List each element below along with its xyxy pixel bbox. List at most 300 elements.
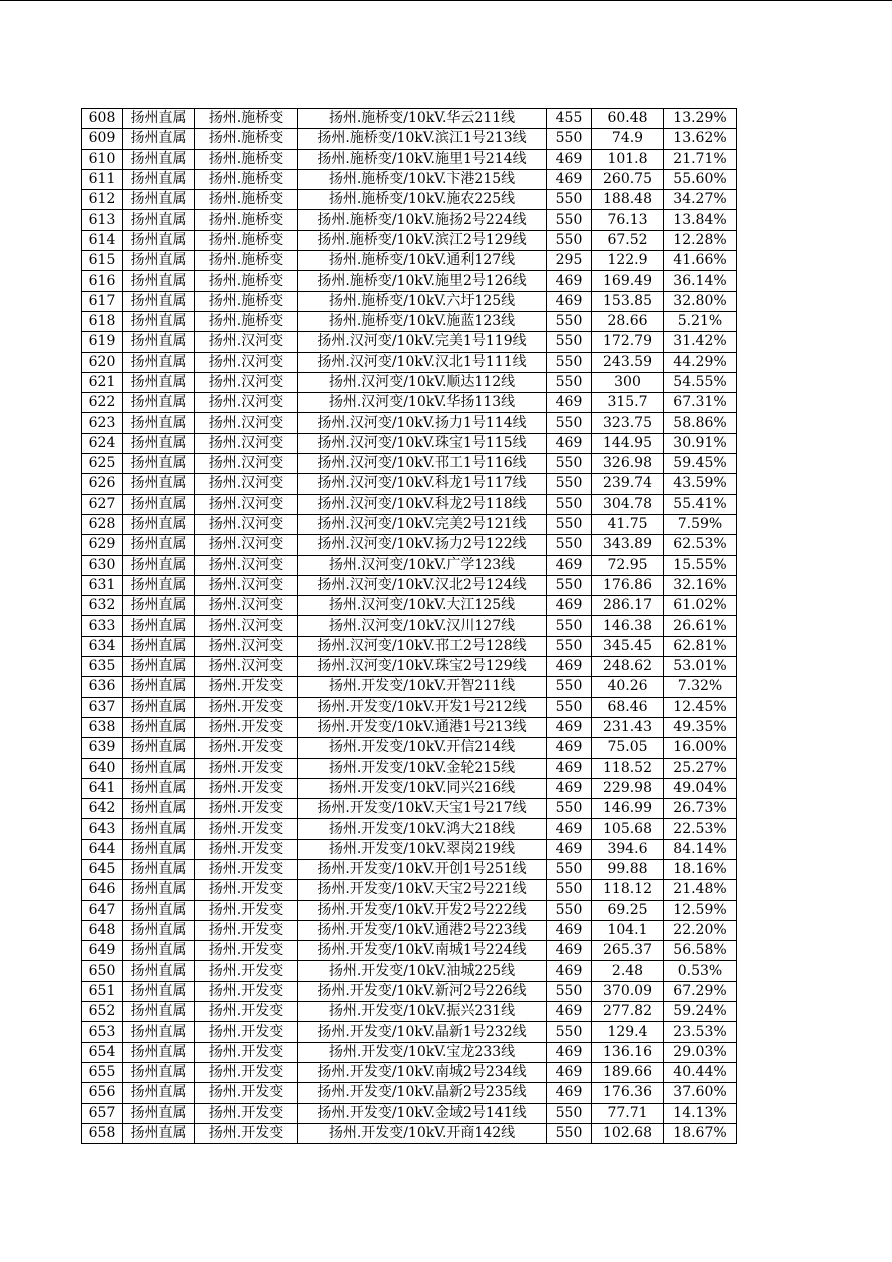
table-row xyxy=(82,697,737,717)
table-row xyxy=(82,717,737,737)
rated-capacity-cell: 469 xyxy=(547,596,592,616)
substation-cell: 扬州.开发变 xyxy=(195,1002,298,1022)
table-row xyxy=(82,738,737,758)
rated-capacity-cell: 550 xyxy=(547,1103,592,1123)
unit-cell: 扬州直属 xyxy=(123,514,195,534)
row-number-cell: 657 xyxy=(82,1103,123,1123)
substation-cell: 扬州.施桥变 xyxy=(195,109,298,129)
load-rate-cell: 22.53% xyxy=(664,819,737,839)
table-row xyxy=(82,291,737,311)
load-value-cell: 189.66 xyxy=(592,1062,664,1082)
unit-cell: 扬州直属 xyxy=(123,169,195,189)
substation-cell: 扬州.汉河变 xyxy=(195,616,298,636)
load-rate-cell: 54.55% xyxy=(664,372,737,392)
unit-cell: 扬州直属 xyxy=(123,413,195,433)
rated-capacity-cell: 469 xyxy=(547,149,592,169)
load-rate-cell: 21.71% xyxy=(664,149,737,169)
substation-cell: 扬州.施桥变 xyxy=(195,251,298,271)
row-number-cell: 628 xyxy=(82,514,123,534)
rated-capacity-cell: 469 xyxy=(547,778,592,798)
load-value-cell: 118.12 xyxy=(592,880,664,900)
load-value-cell: 105.68 xyxy=(592,819,664,839)
substation-cell: 扬州.汉河变 xyxy=(195,454,298,474)
feeder-line-cell: 扬州.汉河变/10kV.完美1号119线 xyxy=(298,332,547,352)
feeder-line-cell: 扬州.开发变/10kV.晶新2号235线 xyxy=(298,1083,547,1103)
load-rate-cell: 67.31% xyxy=(664,393,737,413)
row-number-cell: 654 xyxy=(82,1042,123,1062)
load-rate-cell: 84.14% xyxy=(664,839,737,859)
load-rate-cell: 26.73% xyxy=(664,799,737,819)
page-top-border xyxy=(0,0,892,1)
unit-cell: 扬州直属 xyxy=(123,1103,195,1123)
row-number-cell: 608 xyxy=(82,109,123,129)
rated-capacity-cell: 550 xyxy=(547,616,592,636)
load-value-cell: 75.05 xyxy=(592,738,664,758)
rated-capacity-cell: 550 xyxy=(547,697,592,717)
load-value-cell: 345.45 xyxy=(592,636,664,656)
load-value-cell: 260.75 xyxy=(592,169,664,189)
table-row xyxy=(82,169,737,189)
load-rate-cell: 29.03% xyxy=(664,1042,737,1062)
row-number-cell: 641 xyxy=(82,778,123,798)
table-row xyxy=(82,251,737,271)
feeder-line-cell: 扬州.开发变/10kV.通港1号213线 xyxy=(298,717,547,737)
unit-cell: 扬州直属 xyxy=(123,900,195,920)
rated-capacity-cell: 469 xyxy=(547,758,592,778)
unit-cell: 扬州直属 xyxy=(123,880,195,900)
substation-cell: 扬州.开发变 xyxy=(195,799,298,819)
row-number-cell: 623 xyxy=(82,413,123,433)
table-row xyxy=(82,880,737,900)
load-rate-cell: 58.86% xyxy=(664,413,737,433)
substation-cell: 扬州.开发变 xyxy=(195,900,298,920)
unit-cell: 扬州直属 xyxy=(123,697,195,717)
row-number-cell: 637 xyxy=(82,697,123,717)
feeder-line-cell: 扬州.开发变/10kV.开发2号222线 xyxy=(298,900,547,920)
rated-capacity-cell: 469 xyxy=(547,1042,592,1062)
substation-cell: 扬州.汉河变 xyxy=(195,372,298,392)
rated-capacity-cell: 550 xyxy=(547,981,592,1001)
row-number-cell: 619 xyxy=(82,332,123,352)
load-value-cell: 231.43 xyxy=(592,717,664,737)
unit-cell: 扬州直属 xyxy=(123,1123,195,1143)
load-rate-cell: 44.29% xyxy=(664,352,737,372)
unit-cell: 扬州直属 xyxy=(123,920,195,940)
load-value-cell: 323.75 xyxy=(592,413,664,433)
load-rate-cell: 53.01% xyxy=(664,657,737,677)
substation-cell: 扬州.开发变 xyxy=(195,1062,298,1082)
feeder-line-cell: 扬州.开发变/10kV.油城225线 xyxy=(298,961,547,981)
load-rate-cell: 13.29% xyxy=(664,109,737,129)
table-row xyxy=(82,616,737,636)
table-row xyxy=(82,596,737,616)
rated-capacity-cell: 469 xyxy=(547,839,592,859)
load-rate-cell: 7.32% xyxy=(664,677,737,697)
load-rate-cell: 31.42% xyxy=(664,332,737,352)
substation-cell: 扬州.施桥变 xyxy=(195,311,298,331)
feeder-line-cell: 扬州.施桥变/10kV.施里2号126线 xyxy=(298,271,547,291)
substation-cell: 扬州.开发变 xyxy=(195,819,298,839)
row-number-cell: 629 xyxy=(82,535,123,555)
unit-cell: 扬州直属 xyxy=(123,332,195,352)
unit-cell: 扬州直属 xyxy=(123,494,195,514)
feeder-line-cell: 扬州.汉河变/10kV.华扬113线 xyxy=(298,393,547,413)
table-row xyxy=(82,1022,737,1042)
row-number-cell: 622 xyxy=(82,393,123,413)
load-rate-cell: 41.66% xyxy=(664,251,737,271)
table-row xyxy=(82,1083,737,1103)
unit-cell: 扬州直属 xyxy=(123,109,195,129)
substation-cell: 扬州.开发变 xyxy=(195,758,298,778)
row-number-cell: 642 xyxy=(82,799,123,819)
table-row xyxy=(82,433,737,453)
substation-cell: 扬州.汉河变 xyxy=(195,636,298,656)
load-rate-cell: 36.14% xyxy=(664,271,737,291)
table-body xyxy=(82,109,737,1144)
load-rate-cell: 12.59% xyxy=(664,900,737,920)
load-value-cell: 176.86 xyxy=(592,575,664,595)
rated-capacity-cell: 469 xyxy=(547,657,592,677)
row-number-cell: 614 xyxy=(82,230,123,250)
rated-capacity-cell: 550 xyxy=(547,677,592,697)
load-value-cell: 136.16 xyxy=(592,1042,664,1062)
load-rate-cell: 49.35% xyxy=(664,717,737,737)
load-value-cell: 77.71 xyxy=(592,1103,664,1123)
substation-cell: 扬州.汉河变 xyxy=(195,494,298,514)
table-row xyxy=(82,514,737,534)
feeder-line-cell: 扬州.汉河变/10kV.邗工2号128线 xyxy=(298,636,547,656)
load-rate-cell: 32.80% xyxy=(664,291,737,311)
load-rate-cell: 37.60% xyxy=(664,1083,737,1103)
unit-cell: 扬州直属 xyxy=(123,474,195,494)
row-number-cell: 651 xyxy=(82,981,123,1001)
load-rate-cell: 15.55% xyxy=(664,555,737,575)
load-rate-cell: 22.20% xyxy=(664,920,737,940)
unit-cell: 扬州直属 xyxy=(123,575,195,595)
load-rate-cell: 40.44% xyxy=(664,1062,737,1082)
unit-cell: 扬州直属 xyxy=(123,1022,195,1042)
table-row xyxy=(82,819,737,839)
substation-cell: 扬州.施桥变 xyxy=(195,190,298,210)
feeder-line-cell: 扬州.开发变/10kV.金轮215线 xyxy=(298,758,547,778)
unit-cell: 扬州直属 xyxy=(123,149,195,169)
load-value-cell: 60.48 xyxy=(592,109,664,129)
row-number-cell: 625 xyxy=(82,454,123,474)
row-number-cell: 645 xyxy=(82,859,123,879)
feeder-line-cell: 扬州.施桥变/10kV.卞港215线 xyxy=(298,169,547,189)
unit-cell: 扬州直属 xyxy=(123,555,195,575)
row-number-cell: 627 xyxy=(82,494,123,514)
feeder-line-cell: 扬州.开发变/10kV.通港2号223线 xyxy=(298,920,547,940)
table-row xyxy=(82,332,737,352)
rated-capacity-cell: 550 xyxy=(547,636,592,656)
feeder-line-cell: 扬州.汉河变/10kV.科龙2号118线 xyxy=(298,494,547,514)
load-value-cell: 102.68 xyxy=(592,1123,664,1143)
load-rate-cell: 25.27% xyxy=(664,758,737,778)
load-rate-cell: 5.21% xyxy=(664,311,737,331)
table-row xyxy=(82,149,737,169)
row-number-cell: 653 xyxy=(82,1022,123,1042)
load-value-cell: 72.95 xyxy=(592,555,664,575)
feeder-line-cell: 扬州.开发变/10kV.宝龙233线 xyxy=(298,1042,547,1062)
load-value-cell: 40.26 xyxy=(592,677,664,697)
rated-capacity-cell: 550 xyxy=(547,210,592,230)
load-value-cell: 243.59 xyxy=(592,352,664,372)
table-row xyxy=(82,230,737,250)
unit-cell: 扬州直属 xyxy=(123,251,195,271)
rated-capacity-cell: 469 xyxy=(547,169,592,189)
table-row xyxy=(82,413,737,433)
substation-cell: 扬州.施桥变 xyxy=(195,129,298,149)
unit-cell: 扬州直属 xyxy=(123,657,195,677)
load-rate-cell: 62.53% xyxy=(664,535,737,555)
load-value-cell: 394.6 xyxy=(592,839,664,859)
substation-cell: 扬州.汉河变 xyxy=(195,535,298,555)
feeder-line-cell: 扬州.汉河变/10kV.大江125线 xyxy=(298,596,547,616)
substation-cell: 扬州.开发变 xyxy=(195,677,298,697)
substation-cell: 扬州.开发变 xyxy=(195,1042,298,1062)
substation-cell: 扬州.汉河变 xyxy=(195,332,298,352)
load-rate-cell: 55.41% xyxy=(664,494,737,514)
unit-cell: 扬州直属 xyxy=(123,1002,195,1022)
load-value-cell: 144.95 xyxy=(592,433,664,453)
unit-cell: 扬州直属 xyxy=(123,1062,195,1082)
substation-cell: 扬州.施桥变 xyxy=(195,291,298,311)
load-rate-cell: 16.00% xyxy=(664,738,737,758)
table-row xyxy=(82,799,737,819)
load-value-cell: 67.52 xyxy=(592,230,664,250)
feeder-line-cell: 扬州.汉河变/10kV.广学123线 xyxy=(298,555,547,575)
load-rate-cell: 13.84% xyxy=(664,210,737,230)
feeder-line-cell: 扬州.施桥变/10kV.施蓝123线 xyxy=(298,311,547,331)
load-value-cell: 76.13 xyxy=(592,210,664,230)
unit-cell: 扬州直属 xyxy=(123,981,195,1001)
row-number-cell: 650 xyxy=(82,961,123,981)
table-row xyxy=(82,778,737,798)
table-row xyxy=(82,1123,737,1143)
load-value-cell: 41.75 xyxy=(592,514,664,534)
load-rate-cell: 12.45% xyxy=(664,697,737,717)
rated-capacity-cell: 550 xyxy=(547,535,592,555)
feeder-line-cell: 扬州.施桥变/10kV.施扬2号224线 xyxy=(298,210,547,230)
load-value-cell: 300 xyxy=(592,372,664,392)
substation-cell: 扬州.汉河变 xyxy=(195,433,298,453)
row-number-cell: 652 xyxy=(82,1002,123,1022)
row-number-cell: 655 xyxy=(82,1062,123,1082)
load-value-cell: 176.36 xyxy=(592,1083,664,1103)
table-row xyxy=(82,636,737,656)
substation-cell: 扬州.开发变 xyxy=(195,1022,298,1042)
load-rate-cell: 23.53% xyxy=(664,1022,737,1042)
row-number-cell: 624 xyxy=(82,433,123,453)
table-row xyxy=(82,677,737,697)
table-row xyxy=(82,657,737,677)
feeder-line-cell: 扬州.开发变/10kV.开发1号212线 xyxy=(298,697,547,717)
rated-capacity-cell: 550 xyxy=(547,1123,592,1143)
row-number-cell: 620 xyxy=(82,352,123,372)
feeder-line-cell: 扬州.开发变/10kV.金域2号141线 xyxy=(298,1103,547,1123)
feeder-line-cell: 扬州.施桥变/10kV.华云211线 xyxy=(298,109,547,129)
load-rate-cell: 56.58% xyxy=(664,941,737,961)
rated-capacity-cell: 550 xyxy=(547,190,592,210)
rated-capacity-cell: 550 xyxy=(547,575,592,595)
load-rate-cell: 55.60% xyxy=(664,169,737,189)
unit-cell: 扬州直属 xyxy=(123,859,195,879)
feeder-line-cell: 扬州.开发变/10kV.南城2号234线 xyxy=(298,1062,547,1082)
load-value-cell: 326.98 xyxy=(592,454,664,474)
unit-cell: 扬州直属 xyxy=(123,291,195,311)
unit-cell: 扬州直属 xyxy=(123,352,195,372)
feeder-line-cell: 扬州.汉河变/10kV.汉北1号111线 xyxy=(298,352,547,372)
load-rate-cell: 21.48% xyxy=(664,880,737,900)
rated-capacity-cell: 469 xyxy=(547,1002,592,1022)
table-row xyxy=(82,474,737,494)
feeder-line-cell: 扬州.汉河变/10kV.扬力2号122线 xyxy=(298,535,547,555)
feeder-line-cell: 扬州.开发变/10kV.天宝2号221线 xyxy=(298,880,547,900)
row-number-cell: 648 xyxy=(82,920,123,940)
feeder-line-cell: 扬州.开发变/10kV.振兴231线 xyxy=(298,1002,547,1022)
table-row xyxy=(82,393,737,413)
rated-capacity-cell: 550 xyxy=(547,900,592,920)
substation-cell: 扬州.开发变 xyxy=(195,859,298,879)
load-value-cell: 153.85 xyxy=(592,291,664,311)
table-row xyxy=(82,535,737,555)
feeder-line-cell: 扬州.汉河变/10kV.扬力1号114线 xyxy=(298,413,547,433)
unit-cell: 扬州直属 xyxy=(123,839,195,859)
rated-capacity-cell: 550 xyxy=(547,129,592,149)
load-value-cell: 277.82 xyxy=(592,1002,664,1022)
feeder-line-cell: 扬州.施桥变/10kV.六圩125线 xyxy=(298,291,547,311)
load-value-cell: 304.78 xyxy=(592,494,664,514)
load-value-cell: 69.25 xyxy=(592,900,664,920)
row-number-cell: 618 xyxy=(82,311,123,331)
unit-cell: 扬州直属 xyxy=(123,454,195,474)
feeder-line-cell: 扬州.开发变/10kV.开信214线 xyxy=(298,738,547,758)
load-rate-cell: 18.16% xyxy=(664,859,737,879)
load-value-cell: 146.38 xyxy=(592,616,664,636)
table-row xyxy=(82,352,737,372)
load-rate-cell: 0.53% xyxy=(664,961,737,981)
row-number-cell: 647 xyxy=(82,900,123,920)
table-row xyxy=(82,454,737,474)
feeder-line-cell: 扬州.汉河变/10kV.完美2号121线 xyxy=(298,514,547,534)
row-number-cell: 640 xyxy=(82,758,123,778)
row-number-cell: 633 xyxy=(82,616,123,636)
load-rate-cell: 30.91% xyxy=(664,433,737,453)
load-value-cell: 122.9 xyxy=(592,251,664,271)
rated-capacity-cell: 550 xyxy=(547,474,592,494)
table-row xyxy=(82,494,737,514)
substation-cell: 扬州.汉河变 xyxy=(195,555,298,575)
substation-cell: 扬州.汉河变 xyxy=(195,352,298,372)
table-row xyxy=(82,900,737,920)
row-number-cell: 646 xyxy=(82,880,123,900)
load-value-cell: 146.99 xyxy=(592,799,664,819)
row-number-cell: 611 xyxy=(82,169,123,189)
substation-cell: 扬州.开发变 xyxy=(195,961,298,981)
load-rate-cell: 67.29% xyxy=(664,981,737,1001)
row-number-cell: 656 xyxy=(82,1083,123,1103)
feeder-line-cell: 扬州.汉河变/10kV.顺达112线 xyxy=(298,372,547,392)
feeder-load-table xyxy=(81,108,737,1144)
feeder-line-cell: 扬州.开发变/10kV.南城1号224线 xyxy=(298,941,547,961)
substation-cell: 扬州.开发变 xyxy=(195,1103,298,1123)
unit-cell: 扬州直属 xyxy=(123,210,195,230)
table-row xyxy=(82,311,737,331)
load-value-cell: 118.52 xyxy=(592,758,664,778)
unit-cell: 扬州直属 xyxy=(123,941,195,961)
row-number-cell: 631 xyxy=(82,575,123,595)
load-value-cell: 343.89 xyxy=(592,535,664,555)
feeder-line-cell: 扬州.汉河变/10kV.珠宝2号129线 xyxy=(298,657,547,677)
rated-capacity-cell: 469 xyxy=(547,738,592,758)
row-number-cell: 612 xyxy=(82,190,123,210)
table-row xyxy=(82,1002,737,1022)
load-value-cell: 68.46 xyxy=(592,697,664,717)
substation-cell: 扬州.汉河变 xyxy=(195,474,298,494)
row-number-cell: 621 xyxy=(82,372,123,392)
row-number-cell: 649 xyxy=(82,941,123,961)
load-value-cell: 265.37 xyxy=(592,941,664,961)
table-row xyxy=(82,210,737,230)
load-rate-cell: 7.59% xyxy=(664,514,737,534)
unit-cell: 扬州直属 xyxy=(123,677,195,697)
rated-capacity-cell: 550 xyxy=(547,880,592,900)
rated-capacity-cell: 550 xyxy=(547,1022,592,1042)
rated-capacity-cell: 550 xyxy=(547,372,592,392)
table-row xyxy=(82,109,737,129)
table-row xyxy=(82,920,737,940)
rated-capacity-cell: 469 xyxy=(547,941,592,961)
unit-cell: 扬州直属 xyxy=(123,311,195,331)
load-value-cell: 229.98 xyxy=(592,778,664,798)
row-number-cell: 613 xyxy=(82,210,123,230)
load-value-cell: 248.62 xyxy=(592,657,664,677)
rated-capacity-cell: 455 xyxy=(547,109,592,129)
rated-capacity-cell: 550 xyxy=(547,454,592,474)
unit-cell: 扬州直属 xyxy=(123,393,195,413)
feeder-line-cell: 扬州.施桥变/10kV.滨江1号213线 xyxy=(298,129,547,149)
rated-capacity-cell: 469 xyxy=(547,819,592,839)
feeder-line-cell: 扬州.施桥变/10kV.施里1号214线 xyxy=(298,149,547,169)
substation-cell: 扬州.汉河变 xyxy=(195,413,298,433)
row-number-cell: 635 xyxy=(82,657,123,677)
row-number-cell: 634 xyxy=(82,636,123,656)
load-value-cell: 188.48 xyxy=(592,190,664,210)
unit-cell: 扬州直属 xyxy=(123,636,195,656)
substation-cell: 扬州.开发变 xyxy=(195,697,298,717)
load-rate-cell: 18.67% xyxy=(664,1123,737,1143)
rated-capacity-cell: 550 xyxy=(547,230,592,250)
row-number-cell: 636 xyxy=(82,677,123,697)
table-row xyxy=(82,981,737,1001)
table-row xyxy=(82,941,737,961)
substation-cell: 扬州.开发变 xyxy=(195,880,298,900)
unit-cell: 扬州直属 xyxy=(123,129,195,149)
load-value-cell: 239.74 xyxy=(592,474,664,494)
rated-capacity-cell: 469 xyxy=(547,433,592,453)
load-value-cell: 74.9 xyxy=(592,129,664,149)
substation-cell: 扬州.施桥变 xyxy=(195,230,298,250)
load-value-cell: 370.09 xyxy=(592,981,664,1001)
substation-cell: 扬州.开发变 xyxy=(195,941,298,961)
unit-cell: 扬州直属 xyxy=(123,799,195,819)
load-rate-cell: 26.61% xyxy=(664,616,737,636)
row-number-cell: 632 xyxy=(82,596,123,616)
substation-cell: 扬州.施桥变 xyxy=(195,149,298,169)
row-number-cell: 616 xyxy=(82,271,123,291)
rated-capacity-cell: 550 xyxy=(547,859,592,879)
